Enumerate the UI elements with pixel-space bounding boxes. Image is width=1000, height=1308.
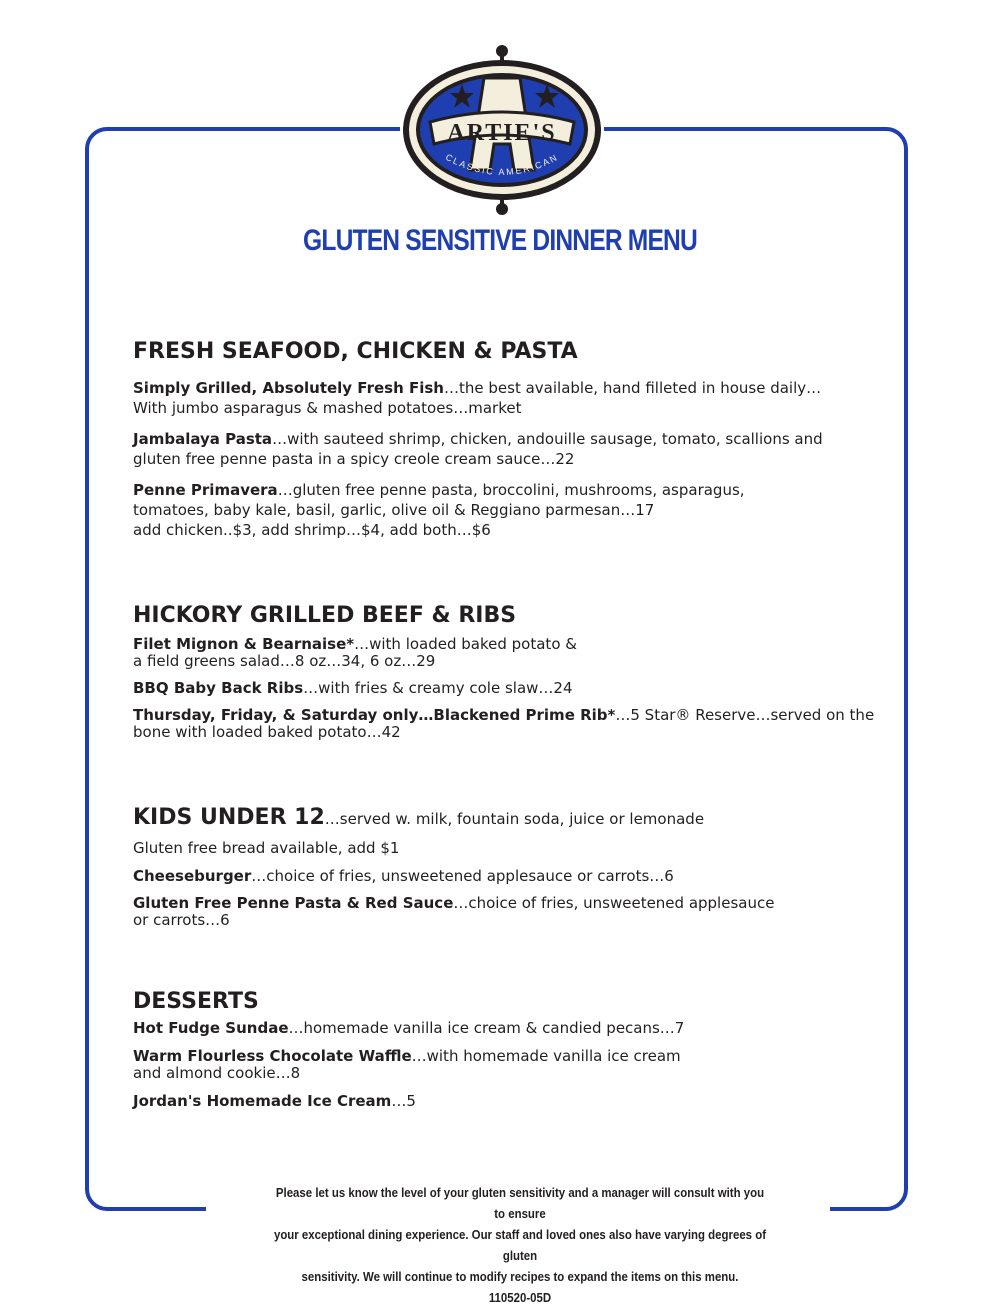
item-desc: a field greens salad…8 oz…34, 6 oz…29 <box>133 652 436 670</box>
footer-code: 110520-05D <box>488 1290 552 1305</box>
section-title: HICKORY GRILLED BEEF & RIBS <box>133 603 517 628</box>
section-title: DESSERTS <box>133 989 259 1014</box>
menu-item <box>133 707 878 741</box>
item-name: Warm Flourless Chocolate Waffle <box>133 1047 412 1065</box>
item-name: Simply Grilled, Absolutely Fresh Fish <box>133 379 444 397</box>
item-desc: and almond cookie…8 <box>133 1064 301 1082</box>
section-desserts <box>133 988 878 1110</box>
menu-item <box>133 1020 878 1037</box>
item-desc: With jumbo asparagus & mashed potatoes…market <box>133 399 522 417</box>
logo-brand-text: ARTIE'S <box>447 120 557 146</box>
section-beef <box>133 602 878 741</box>
menu-title: GLUTEN SENSITIVE DINNER MENU <box>303 224 697 257</box>
logo-tagline-text: CLASSIC AMERICAN <box>443 151 561 178</box>
item-desc: …5 <box>391 1092 416 1110</box>
item-desc: …choice of fries, unsweetened applesauce <box>453 894 775 912</box>
item-desc: …choice of fries, unsweetened applesauce or carrots…6 <box>251 867 674 885</box>
menu-item <box>133 1093 878 1110</box>
menu-item <box>133 866 878 886</box>
item-desc: …with sauteed shrimp, chicken, andouille sausage, tomato, scallions and <box>272 430 823 448</box>
menu-item <box>133 895 878 929</box>
menu-item <box>133 378 878 418</box>
item-name: Jambalaya Pasta <box>133 430 273 448</box>
section-kids <box>133 804 878 929</box>
arties-logo <box>402 44 602 216</box>
item-desc: …gluten free penne pasta, broccolini, mushrooms, asparagus, <box>277 481 745 499</box>
footer-note <box>274 1182 767 1308</box>
menu-item <box>133 680 878 697</box>
kids-header <box>133 804 878 832</box>
item-desc: or carrots…6 <box>133 911 230 929</box>
menu-item <box>133 1048 878 1082</box>
footer-line: Please let us know the level of your gluten sensitivity and a manager will consult with you to ensure <box>275 1185 765 1221</box>
item-name: Filet Mignon & Bearnaise* <box>133 635 355 653</box>
item-desc: bone with loaded baked potato…42 <box>133 723 401 741</box>
item-desc: gluten free penne pasta in a spicy creole cream sauce…22 <box>133 450 575 468</box>
item-desc: …with loaded baked potato & <box>354 635 577 653</box>
item-desc: …with fries & creamy cole slaw…24 <box>303 679 573 697</box>
menu-item <box>133 429 878 469</box>
footer-line: sensitivity. We will continue to modify recipes to expand the items on this menu. <box>301 1269 739 1284</box>
item-desc: tomatoes, baby kale, basil, garlic, olive oil & Reggiano parmesan…17 <box>133 501 655 519</box>
item-name: Penne Primavera <box>133 481 278 499</box>
item-desc: …homemade vanilla ice cream & candied pecans…7 <box>288 1019 685 1037</box>
item-addons: add chicken..$3, add shrimp…$4, add both…$6 <box>133 521 491 539</box>
item-name: Thursday, Friday, & Saturday only…Blackened Prime Rib* <box>133 706 616 724</box>
footer-line: your exceptional dining experience. Our staff and loved ones also have varying degrees of gluten <box>273 1227 767 1263</box>
kids-note: Gluten free bread available, add $1 <box>133 839 400 857</box>
item-desc: …with homemade vanilla ice cream <box>411 1047 681 1065</box>
item-name: BBQ Baby Back Ribs <box>133 679 304 697</box>
item-desc: …the best available, hand filleted in house daily… <box>444 379 822 397</box>
item-name: Cheeseburger <box>133 867 252 885</box>
section-title: KIDS UNDER 12 <box>133 805 325 830</box>
menu-item <box>133 480 878 540</box>
section-seafood <box>133 338 878 540</box>
item-desc: …5 Star® Reserve…served on the <box>615 706 875 724</box>
item-name: Gluten Free Penne Pasta & Red Sauce <box>133 894 454 912</box>
item-name: Jordan's Homemade Ice Cream <box>133 1092 392 1110</box>
item-name: Hot Fudge Sundae <box>133 1019 289 1037</box>
section-title: FRESH SEAFOOD, CHICKEN & PASTA <box>133 339 578 364</box>
section-subtitle: …served w. milk, fountain soda, juice or lemonade <box>324 810 705 828</box>
menu-item <box>133 636 878 670</box>
